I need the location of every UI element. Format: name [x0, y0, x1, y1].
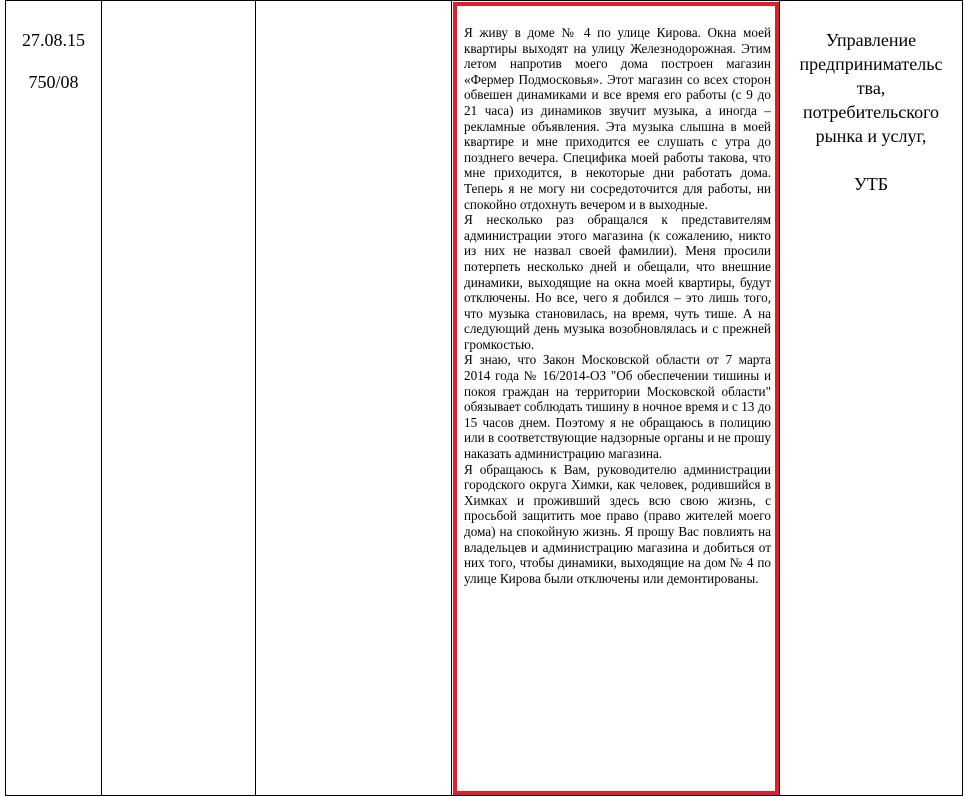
registry-table — [5, 0, 963, 796]
table-row — [6, 1, 963, 796]
appeal-paragraph: Я обращаюсь к Вам, руководителю администрации городского округа Химки, как человек, родившийся в Химках и проживший здесь всю свою жизнь, с просьбой защитить мое право (право жителей моего дома) на спокойную жизнь. Я прошу Вас повлиять на владельцев и администрацию магазина и добиться от них того, чтобы динамики, выходящие на дом № 4 по улице Кирова были отключены или демонтированы. — [464, 461, 771, 586]
appeal-paragraph: Я живу в доме № 4 по улице Кирова. Окна моей квартиры выходят на улицу Железнодорожная. Этим летом напротив моего дома построен магазин «Фермер Подмосковья». Этот магазин со всех сторон обвешен динамиками и все время его работы (с 9 до 21 часа) из динамиков звучит музыка, а иногда – рекламные объявления. Эта музыка слышна в моей квартире и мне приходится ее слушать с утра до позднего вечера. Специфика моей работы такова, что мне приходится, в некоторые дни работать дома. Теперь я не могу ни сосредоточится для работы, ни спокойно отдохнуть вечером и в выходные. — [464, 25, 771, 212]
appeal-text-cell — [452, 1, 780, 796]
department-abbreviation: УТБ — [853, 174, 889, 194]
department-line: рынка и услуг, — [815, 126, 927, 146]
department-line: предпринимательс — [799, 54, 943, 74]
appeal-paragraph: Я несколько раз обращался к представителям администрации этого магазина (к сожалению, никто из них не назвал своей фамилии). Меня просили потерпеть несколько дней и обещали, что внешние динамики, выходящие на окна моей квартиры, будут отключены. Но все, чего я добился – это лишь того, что музыка становилась, на время, чуть тише. А на следующий день музыка возобновлялась и с прежней громкостью. — [464, 212, 771, 352]
department-name — [786, 28, 956, 148]
date-cell — [6, 1, 102, 796]
registration-number: 750/08 — [28, 72, 79, 92]
department-line: потребительского — [802, 102, 940, 122]
appeal-text — [464, 25, 771, 586]
empty-cell-2 — [102, 1, 256, 796]
appeal-paragraph: Я знаю, что Закон Московской области от 7 марта 2014 года № 16/2014-ОЗ "Об обеспечении тишины и покоя граждан на территории Московской области" обязывает соблюдать тишину в ночное время и с 13 до 15 часов днем. Поэтому я не обращаюсь в полицию или в соответствующие надзорные органы и не прошу наказать администрацию магазина. — [464, 352, 771, 462]
department-line: тва, — [856, 78, 886, 98]
empty-cell-3 — [256, 1, 452, 796]
department-line: Управление — [825, 30, 917, 50]
registration-date: 27.08.15 — [22, 30, 85, 50]
department-cell — [780, 1, 963, 796]
